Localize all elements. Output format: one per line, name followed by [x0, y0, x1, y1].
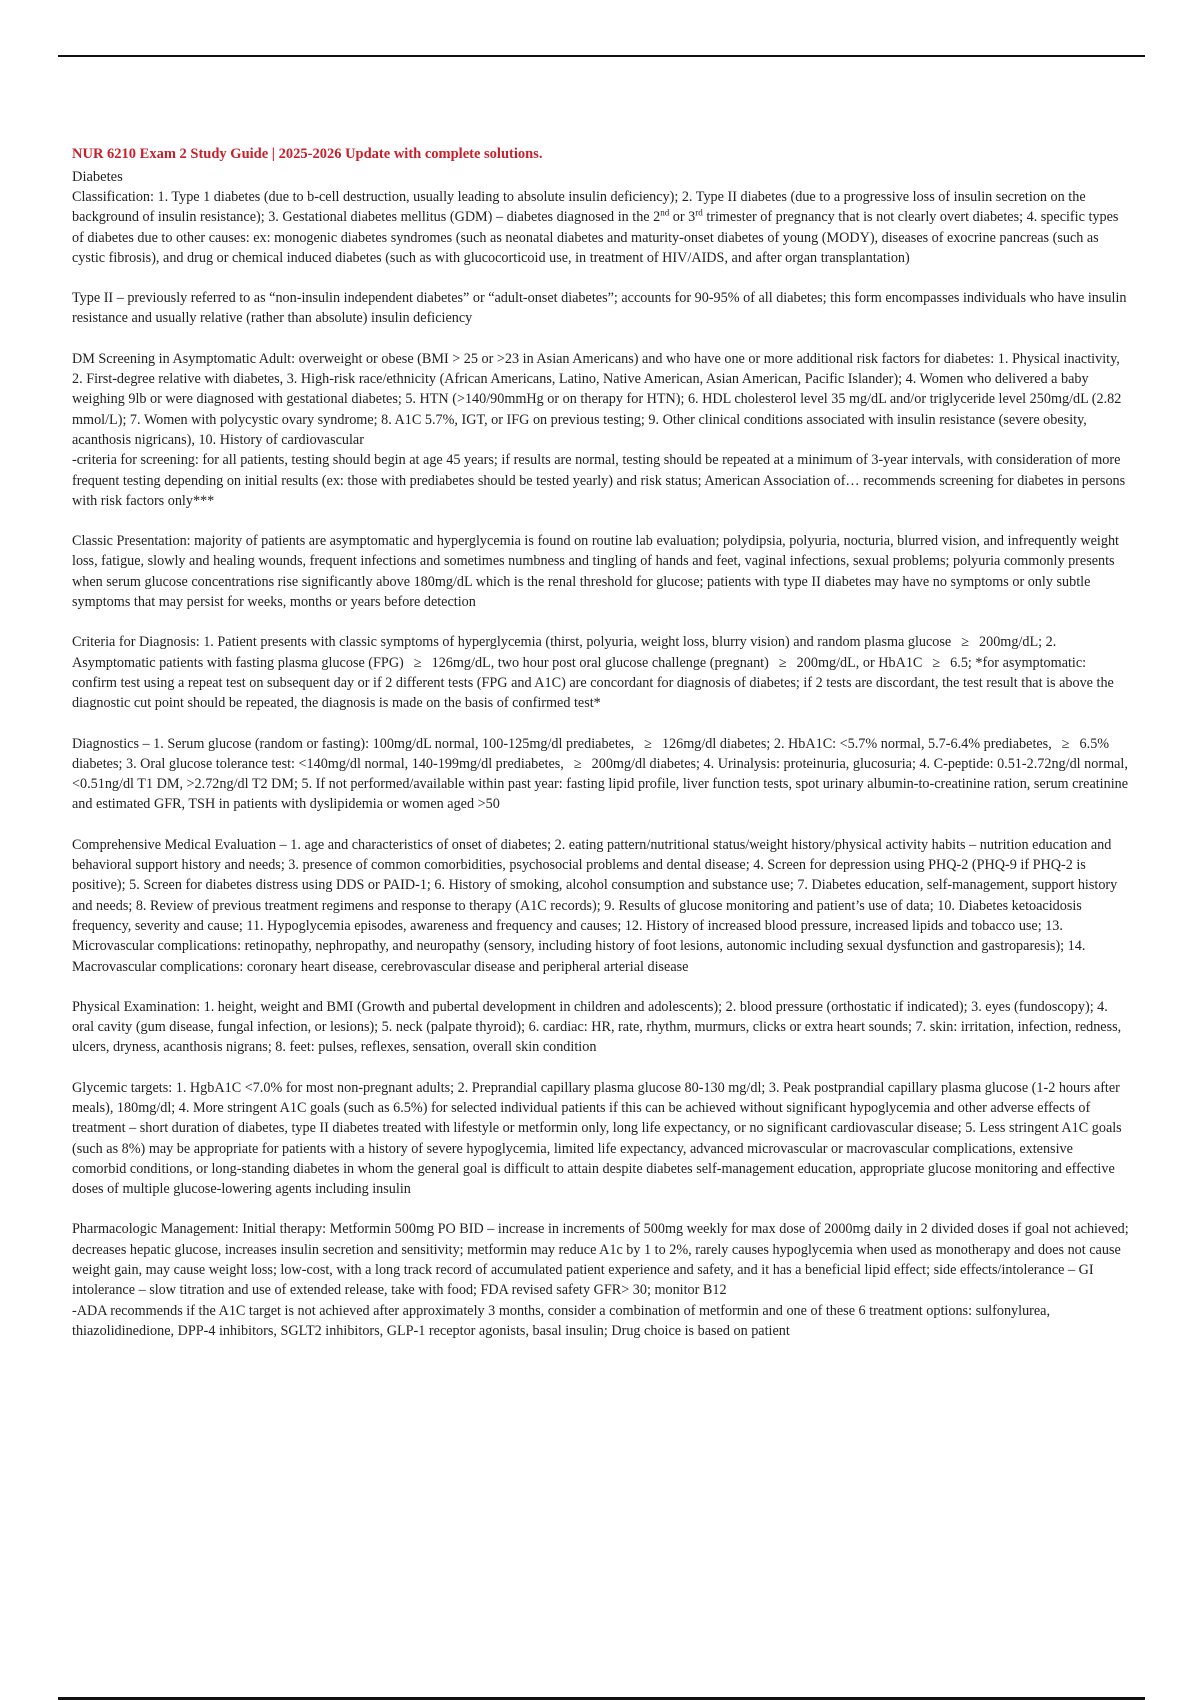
paragraph-physical-exam: Physical Examination: 1. height, weight and BMI (Growth and pubertal development in children and adolescents); 2. blood pressure (orthostatic if indicated); 3. eyes (fundoscopy); 4. oral cavity (gum disease, fungal infection, or lesions); 5. neck (palpate thyroid); 6. cardiac: HR, rate, rhythm, murmurs, clicks or extra heart sounds; 7. skin: irritation, infection, redness, ulcers, dryness, acanthosis nigrans; 8. feet: pulses, reflexes, sensation, overall skin condition [72, 998, 1122, 1056]
document-title: NUR 6210 Exam 2 Study Guide | 2025-2026 Update with complete solutions. [72, 146, 543, 162]
section-heading-diabetes: Diabetes [72, 169, 123, 185]
paragraph-glycemic-targets: Glycemic targets: 1. HgbA1C <7.0% for most non-pregnant adults; 2. Preprandial capillary plasma glucose 80-130 mg/dl; 3. Peak postprandial capillary plasma glucose (1-2 hours after meals), 180mg/dl; 4. More stringent A1C goals (such as 6.5%) for selected individual patients if this can be achieved without significant hypoglycemia and other adverse effects of treatment – short duration of diabetes, type II diabetes treated with lifestyle or metformin only, long life expectancy, or no significant cardiovascular disease; 5. Less stringent A1C goals (such as 8%) may be appropriate for patients with a history of severe hypoglycemia, limited life expectancy, advanced microvascular or macrovascular complications, extensive comorbid conditions, or long-standing diabetes in whom the general goal is difficult to attain despite diabetes self-management education, appropriate glucose monitoring and effective doses of multiple glucose-lowering agents including insulin [72, 1079, 1122, 1198]
paragraph-ada: -ADA recommends if the A1C target is not achieved after approximately 3 months, consider a combination of metformin and one of these 6 treatment options: sulfonylurea, thiazolidinedione, DPP-4 inhibitors, SGLT2 inhibitors, GLP-1 receptor agonists, basal insulin; Drug choice is based on patient [72, 1302, 1051, 1339]
paragraph-classic-presentation: Classic Presentation: majority of patients are asymptomatic and hyperglycemia is found on routine lab evaluation; polydipsia, polyuria, nocturia, blurred vision, and infrequently weight loss, fatigue, slowly and healing wounds, frequent infections and sometimes numbness and tingling of hands and feet, vaginal infections, sexual problems; polyuria commonly presents when serum glucose concentrations rise significantly above 180mg/dL which is the renal threshold for glucose; patients with type II diabetes may have no symptoms or only subtle symptoms that may persist for weeks, months or years before detection [72, 533, 1119, 611]
paragraph-type2: Type II – previously referred to as “non-insulin independent diabetes” or “adult-onset diabetes”; accounts for 90-95% of all diabetes; this form encompasses individuals who have insulin resistance and usually relative (rather than absolute) insulin deficiency [72, 290, 1127, 327]
paragraph-pharmacologic: Pharmacologic Management: Initial therapy: Metformin 500mg PO BID – increase in increments of 500mg weekly for max dose of 2000mg daily in 2 divided doses if goal not achieved; decreases hepatic glucose, increases insulin secretion and sensitivity; metformin may reduce A1c by 1 to 2%, rarely causes hypoglycemia when used as monotherapy and does not cause weight gain, may cause weight loss; low-cost, with a long track record of accumulated patient experience and safety, and it has a beneficial lipid effect; side effects/intolerance – GI intolerance – slow titration and use of extended release, take with food; FDA revised safety GFR> 30; monitor B12 [72, 1221, 1129, 1299]
paragraph-criteria-diagnosis: Criteria for Diagnosis: 1. Patient presents with classic symptoms of hyperglycemia (thirst, polyuria, weight loss, blurry vision) and random plasma glucose ≥ 200mg/dL; 2. Asymptomatic patients with fasting plasma glucose (FPG) ≥ 126mg/dL, two hour post oral glucose challenge (pregnant) ≥ 200mg/dL, or HbA1C ≥ 6.5; *for asymptomatic: confirm test using a repeat test on subsequent day or if 2 different tests (FPG and A1C) are concordant for diagnosis of diabetes; if 2 tests are discordant, the test result that is above the diagnostic cut point should be repeated, the diagnosis is made on the basis of confirmed test* [72, 634, 1114, 712]
paragraph-screening-criteria: -criteria for screening: for all patients, testing should begin at age 45 years; if results are normal, testing should be repeated at a minimum of 3-year intervals, with consideration of more frequent testing depending on initial results (ex: those with prediabetes should be tested yearly) and risk status; American Association of… recommends screening for diabetes in persons with risk factors only*** [72, 452, 1126, 509]
paragraph-diagnostics: Diagnostics – 1. Serum glucose (random or fasting): 100mg/dL normal, 100-125mg/dl prediabetes, ≥ 126mg/dl diabetes; 2. HbA1C: <5.7% normal, 5.7-6.4% prediabetes, ≥ 6.5% diabetes; 3. Oral glucose tolerance test: <140mg/dl normal, 140-199mg/dl prediabetes, ≥ 200mg/dl diabetes; 4. Urinalysis: proteinuria, glucosuria; 4. C-peptide: 0.51-2.72ng/dl normal, <0.51ng/dl T1 DM, >2.72ng/dl T2 DM; 5. If not performed/available within past year: fasting lipid profile, liver function tests, spot urinary albumin-to-creatinine ration, serum creatinine and estimated GFR, TSH in patients with dyslipidemia or women aged >50 [72, 735, 1129, 813]
paragraph-screening: DM Screening in Asymptomatic Adult: overweight or obese (BMI > 25 or >23 in Asian Americans) and who have one or more additional risk factors for diabetes: 1. Physical inactivity, 2. First-degree relative with diabetes, 3. High-risk race/ethnicity (African Americans, Latino, Native American, Asian American, Pacific Islander); 4. Women who delivered a baby weighing 9lb or were diagnosed with gestational diabetes; 5. HTN (>140/90mmHg or on therapy for HTN); 6. HDL cholesterol level 35 mg/dL and/or triglyceride level 250mg/dL (2.82 mmol/L); 7. Women with polycystic ovary syndrome; 8. A1C 5.7%, IGT, or IFG on previous testing; 9. Other clinical conditions associated with insulin resistance (severe obesity, acanthosis nigricans), 10. History of cardiovascular [72, 350, 1122, 448]
top-rule [58, 55, 1145, 57]
paragraph-classification: Classification: 1. Type 1 diabetes (due to b-cell destruction, usually leading to absolute insulin deficiency); 2. Type II diabetes (due to a progressive loss of insulin secretion on the background of insulin resistance); 3. Gestational diabetes mellitus (GDM) – diabetes diagnosed in the 2nd or 3rd trimester of pregnancy that is not clearly overt diabetes; 4. specific types of diabetes due to other causes: ex: monogenic diabetes syndromes (such as neonatal diabetes and maturity-onset diabetes of young (MODY), diseases of exocrine pancreas (such as cystic fibrosis), and drug or chemical induced diabetes (such as with glucocorticoid use, in treatment of HIV/AIDS, and after organ transplantation) [72, 189, 1119, 266]
document-body [72, 146, 1130, 1341]
paragraph-medical-evaluation: Comprehensive Medical Evaluation – 1. age and characteristics of onset of diabetes; 2. eating pattern/nutritional status/weight history/physical activity habits – nutrition education and behavioral support history and needs; 3. presence of common comorbidities, psychosocial problems and dental disease; 4. Screen for depression using PHQ-2 (PHQ-9 if PHQ-2 is positive); 5. Screen for diabetes distress using DDS or PAID-1; 6. History of smoking, alcohol consumption and substance use; 7. Diabetes education, self-management, support history and needs; 8. Review of previous treatment regimens and response to therapy (A1C records); 9. Results of glucose monitoring and patient’s use of data; 10. Diabetes ketoacidosis frequency, severity and cause; 11. Hypoglycemia episodes, awareness and frequency and causes; 12. History of increased blood pressure, increased lipids and tobacco use; 13. Microvascular complications: retinopathy, nephropathy, and neuropathy (sensory, including history of foot lesions, autonomic including sexual dysfunction and gastroparesis); 14. Macrovascular complications: coronary heart disease, cerebrovascular disease and peripheral arterial disease [72, 836, 1118, 975]
